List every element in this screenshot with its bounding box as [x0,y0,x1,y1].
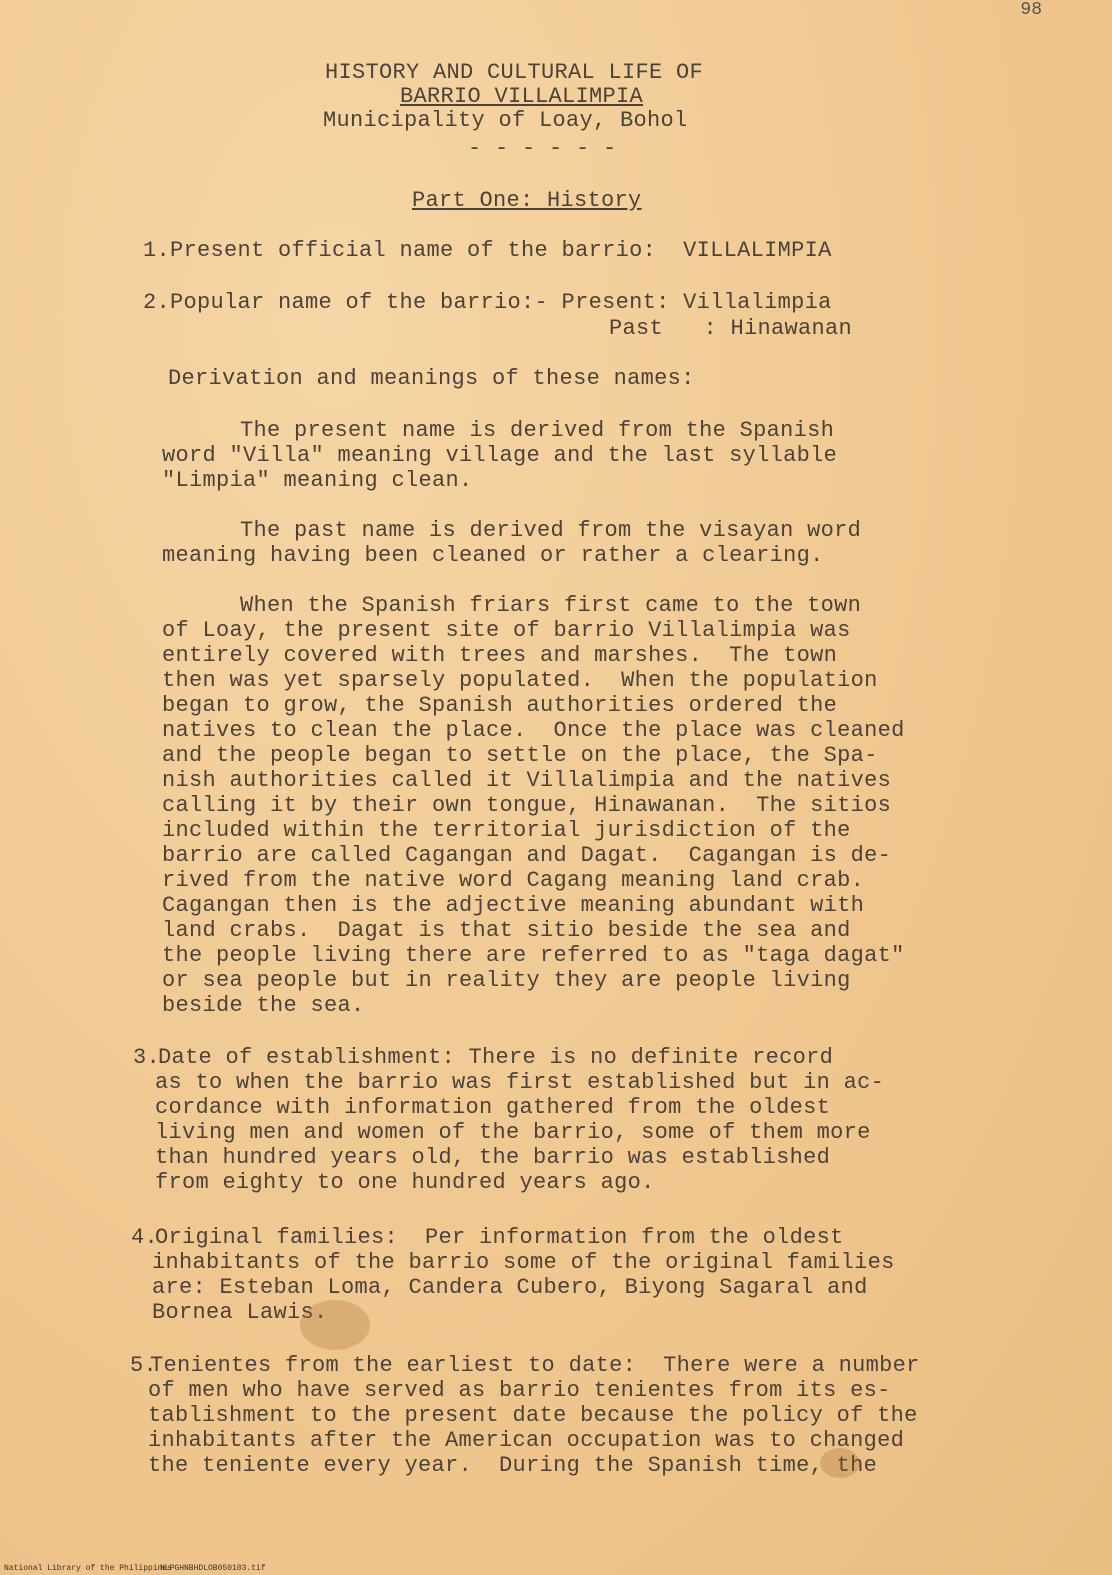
para-3-line-1: When the Spanish friars first came to the town [240,593,862,618]
para-6-line-2: of men who have served as barrio tenientes from its es- [148,1378,891,1403]
title-line-1: HISTORY AND CULTURAL LIFE OF [325,60,704,85]
item-number-1: 1. [143,238,171,263]
footer-filename: NLPGHNBHDLOB050103.tif [160,1564,266,1573]
title-line-3: Municipality of Loay, Bohol [323,108,688,133]
para-4-line-3: cordance with information gathered from the oldest [155,1095,831,1120]
para-3-line-9: calling it by their own tongue, Hinawanan. The sitios [162,793,892,818]
item-2-text-line-1: Popular name of the barrio:- Present: Villalimpia [170,290,832,315]
para-3-line-14: land crabs. Dagat is that sitio beside the sea and [162,918,851,943]
item-number-3: 3. [133,1045,161,1070]
para-1-line-3: "Limpia" meaning clean. [162,468,473,493]
item-number-5: 5. [130,1353,158,1378]
item-2-text-line-2: Past : Hinawanan [609,316,853,341]
para-3-line-5: began to grow, the Spanish authorities ordered the [162,693,838,718]
para-3-line-2: of Loay, the present site of barrio Villalimpia was [162,618,851,643]
para-3-line-8: nish authorities called it Villalimpia and the natives [162,768,892,793]
footer-library: National Library of the Philippines [4,1564,173,1573]
para-3-line-16: or sea people but in reality they are people living [162,968,851,993]
para-3-line-7: and the people began to settle on the place, the Spa- [162,743,878,768]
para-5-line-4: Bornea Lawis. [152,1300,328,1325]
para-4-line-2: as to when the barrio was first established but in ac- [155,1070,885,1095]
para-3-line-15: the people living there are referred to as "taga dagat" [162,943,905,968]
para-3-line-11: barrio are called Cagangan and Dagat. Cagangan is de- [162,843,892,868]
para-1-line-2: word "Villa" meaning village and the last syllable [162,443,838,468]
item-number-2: 2. [143,290,171,315]
para-3-line-3: entirely covered with trees and marshes. The town [162,643,838,668]
para-2-line-1: The past name is derived from the visayan word [240,518,862,543]
para-6-line-4: inhabitants after the American occupation was to changed [148,1428,905,1453]
para-4-line-1: Date of establishment: There is no definite record [158,1045,834,1070]
para-4-line-5: than hundred years old, the barrio was established [155,1145,831,1170]
title-line-2: BARRIO VILLALIMPIA [400,84,644,109]
derivation-heading: Derivation and meanings of these names: [168,366,695,391]
page-number: 98 [1020,0,1042,20]
title-divider: - - - - - - [468,136,617,161]
para-4-line-6: from eighty to one hundred years ago. [155,1170,655,1195]
para-5-line-3: are: Esteban Loma, Candera Cubero, Biyong Sagaral and [152,1275,868,1300]
para-6-line-5: the teniente every year. During the Spanish time, the [148,1453,878,1478]
para-6-line-1: Tenientes from the earliest to date: There were a number [150,1353,920,1378]
para-3-line-12: rived from the native word Cagang meaning land crab. [162,868,865,893]
item-number-4: 4. [131,1225,159,1250]
para-2-line-2: meaning having been cleaned or rather a clearing. [162,543,824,568]
para-3-line-6: natives to clean the place. Once the place was cleaned [162,718,905,743]
item-1-text: Present official name of the barrio: VILLALIMPIA [170,238,832,263]
para-1-line-1: The present name is derived from the Spanish [240,418,835,443]
para-5-line-1: Original families: Per information from the oldest [155,1225,844,1250]
para-3-line-4: then was yet sparsely populated. When the population [162,668,878,693]
part-heading: Part One: History [412,188,642,213]
stain-mark [300,1300,370,1350]
para-3-line-17: beside the sea. [162,993,365,1018]
para-5-line-2: inhabitants of the barrio some of the original families [152,1250,895,1275]
stain-mark [820,1448,860,1478]
para-3-line-10: included within the territorial jurisdiction of the [162,818,851,843]
para-6-line-3: tablishment to the present date because the policy of the [148,1403,918,1428]
para-3-line-13: Cagangan then is the adjective meaning abundant with [162,893,865,918]
para-4-line-4: living men and women of the barrio, some of them more [155,1120,871,1145]
